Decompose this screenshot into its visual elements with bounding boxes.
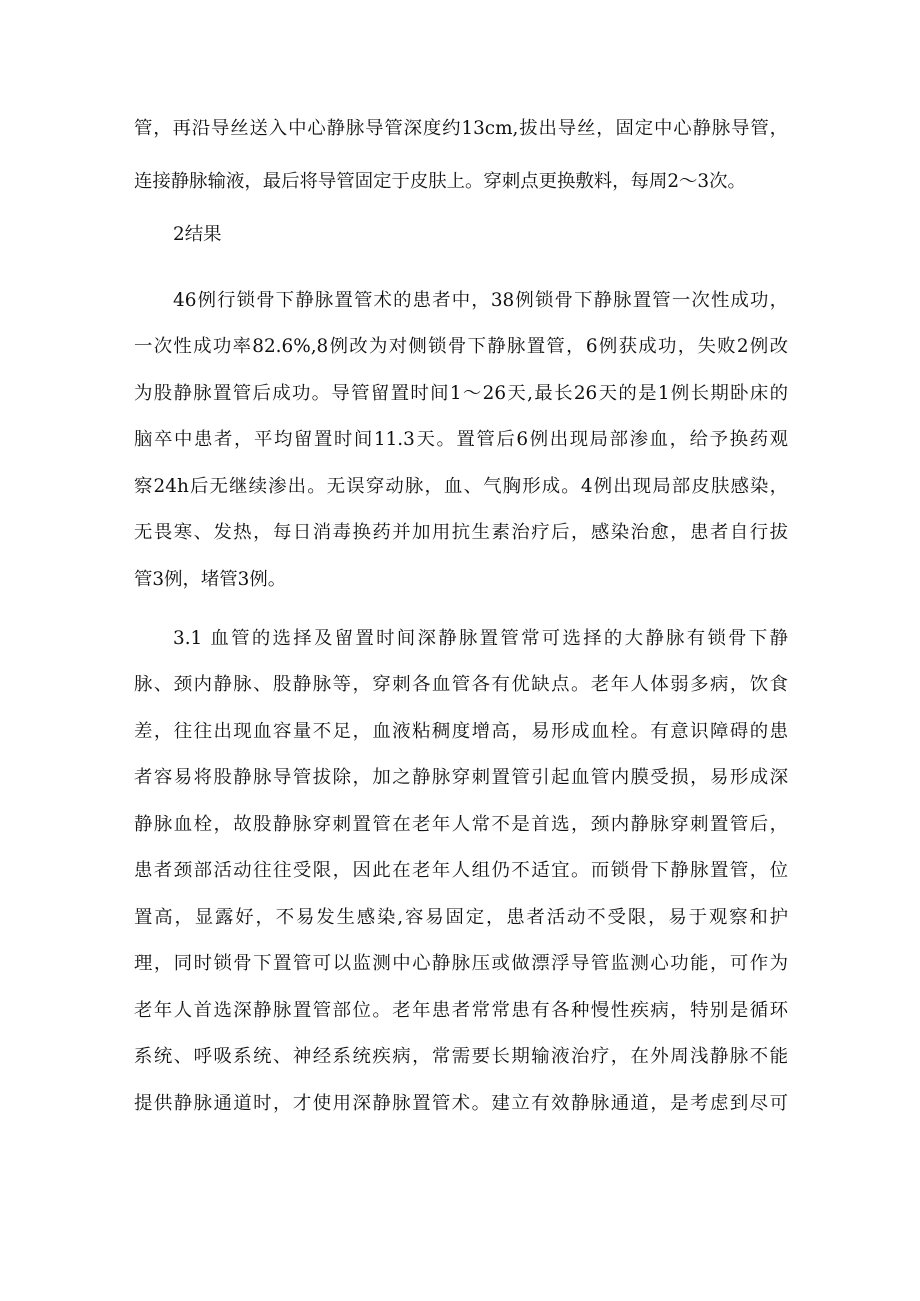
paragraph-line: 提供静脉通道时，才使用深静脉置管术。建立有效静脉通道，是考虑到尽可 bbox=[134, 1093, 788, 1114]
paragraph-line: 系统、呼吸系统、神经系统疾病，常需要长期输液治疗，在外周浅静脉不能 bbox=[134, 1046, 788, 1067]
paragraph-line: 脉、颈内静脉、股静脉等，穿刺各血管各有优缺点。老年人体弱多病，饮食 bbox=[134, 674, 788, 695]
paragraph-line: 连接静脉输液，最后将导管固定于皮肤上。穿刺点更换敷料，每周2～3次。 bbox=[134, 171, 746, 192]
paragraph-line: 脑卒中患者，平均留置时间11.3天。置管后6例出现局部渗血，给予换药观 bbox=[134, 429, 788, 450]
paragraph-line: 无畏寒、发热，每日消毒换药并加用抗生素治疗后，感染治愈，患者自行拔 bbox=[134, 522, 788, 543]
paragraph-line: 3.1 血管的选择及留置时间深静脉置管常可选择的大静脉有锁骨下静 bbox=[173, 628, 788, 649]
paragraph-line: 者容易将股静脉导管拔除，加之静脉穿刺置管引起血管内膜受损，易形成深 bbox=[134, 767, 788, 788]
paragraph-line: 静脉血栓，故股静脉穿刺置管在老年人常不是首选，颈内静脉穿刺置管后， bbox=[134, 814, 788, 835]
paragraph-line: 察24h后无继续渗出。无误穿动脉，血、气胸形成。4例出现局部皮肤感染， bbox=[134, 476, 788, 497]
paragraph-line: 老年人首选深静脉置管部位。老年患者常常患有各种慢性疾病，特别是循环 bbox=[134, 1000, 788, 1021]
paragraph-line: 为股静脉置管后成功。导管留置时间1～26天,最长26天的是1例长期卧床的 bbox=[134, 383, 788, 404]
paragraph-line: 患者颈部活动往往受限，因此在老年人组仍不适宜。而锁骨下静脉置管，位 bbox=[134, 860, 788, 881]
paragraph-line: 管3例，堵管3例。 bbox=[134, 569, 287, 590]
paragraph-line: 差，往往出现血容量不足，血液粘稠度增高，易形成血栓。有意识障碍的患 bbox=[134, 721, 788, 742]
paragraph-line: 46例行锁骨下静脉置管术的患者中，38例锁骨下静脉置管一次性成功， bbox=[173, 290, 788, 311]
paragraph-line: 置高，显露好，不易发生感染,容易固定，患者活动不受限，易于观察和护 bbox=[134, 907, 788, 928]
section-heading-results: 2结果 bbox=[173, 224, 222, 245]
paragraph-line: 一次性成功率82.6%,8例改为对侧锁骨下静脉置管，6例获成功，失败2例改 bbox=[134, 336, 788, 357]
paragraph-line: 管，再沿导丝送入中心静脉导管深度约13cm,拔出导丝，固定中心静脉导管， bbox=[134, 118, 788, 139]
paragraph-line: 理，同时锁骨下置管可以监测中心静脉压或做漂浮导管监测心功能，可作为 bbox=[134, 953, 788, 974]
